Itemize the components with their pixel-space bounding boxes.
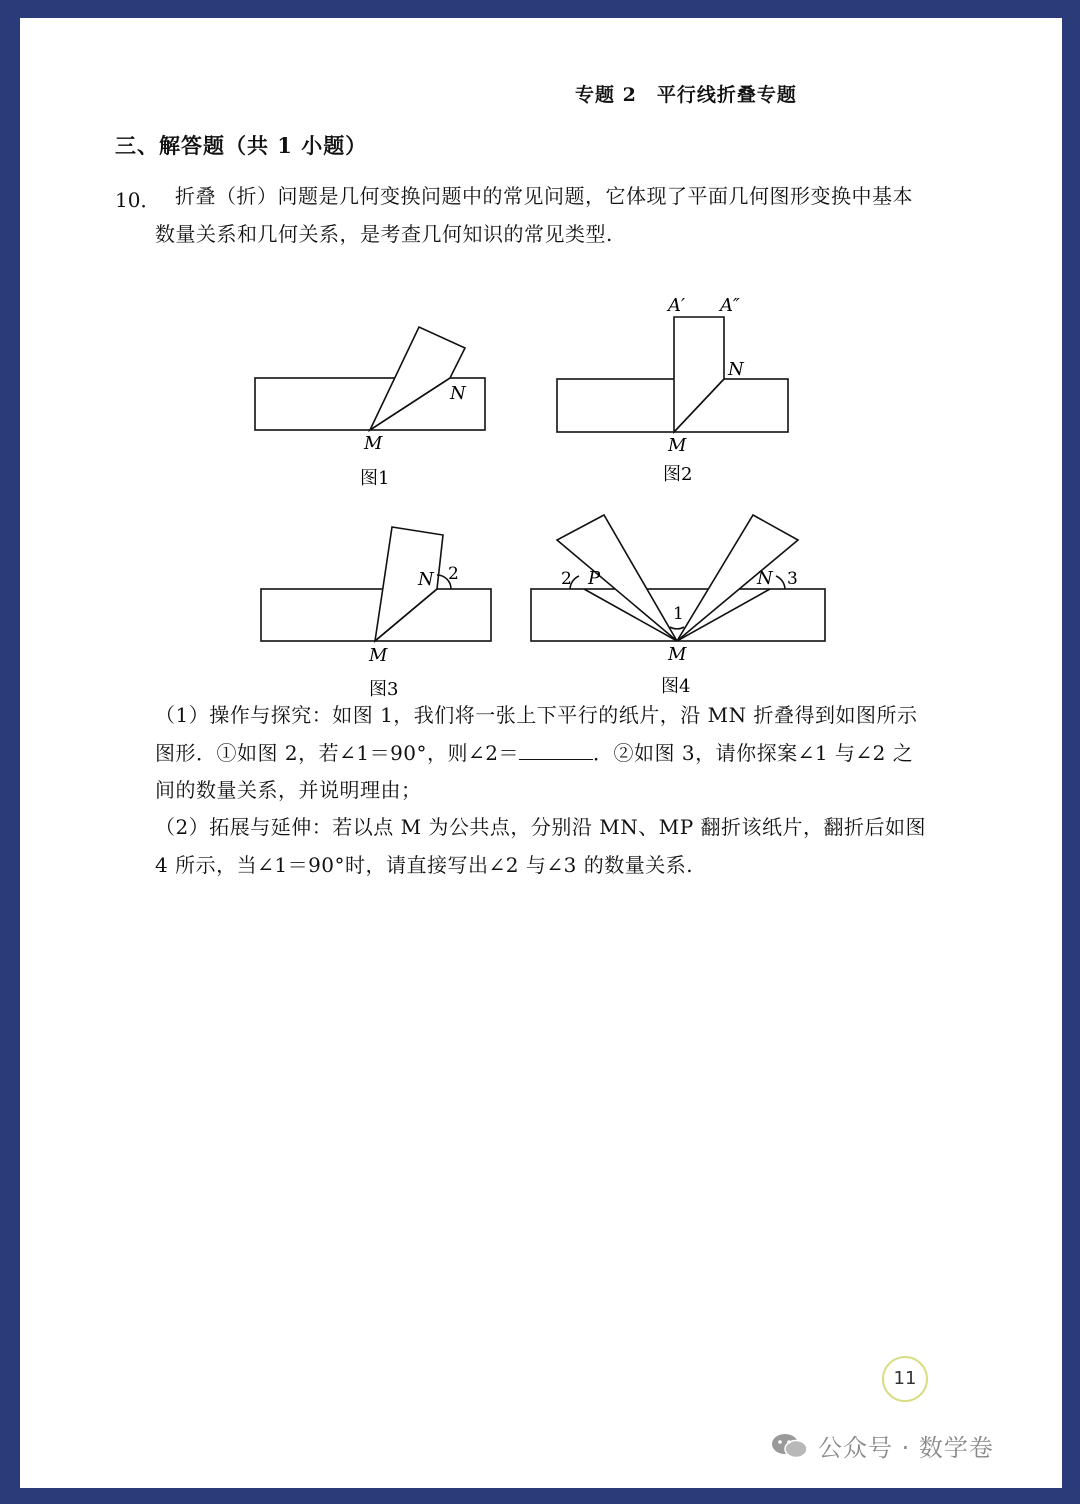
fig4-angle3-arc	[776, 576, 785, 589]
fig3-angle2-label: 2	[448, 564, 459, 584]
fig2-label-A-double-prime: A″	[720, 295, 740, 316]
fig2-strip	[557, 379, 788, 432]
fig4-angle1-arc	[670, 627, 684, 629]
fig2-label-A-prime: A′	[668, 295, 686, 316]
question-part1	[155, 697, 930, 810]
fig4-label-P: P	[588, 568, 601, 589]
page-number: 11	[882, 1356, 928, 1402]
watermark	[770, 1428, 994, 1463]
answer-blank	[519, 741, 593, 760]
wechat-icon	[770, 1432, 810, 1460]
part1-text-a: （1）操作与探究：如图 1，我们将一张上下平行的纸片，沿 MN 折叠得到如图所示图形．①如图 2，若∠1＝90°，则∠2＝	[155, 703, 918, 765]
fig4-label-M: M	[668, 644, 687, 665]
intro-text: 折叠（折）问题是几何变换问题中的常见问题，它体现了平面几何图形变换中基本数量关系和几何关系，是考查几何知识的常见类型.	[155, 184, 913, 246]
fig3-label-M: M	[369, 645, 388, 666]
fig3-label-N: N	[418, 569, 434, 590]
fig2-caption: 图2	[663, 464, 693, 485]
fig2-label-M: M	[668, 435, 687, 456]
fig2-folded-flap	[674, 317, 724, 432]
fig3-caption: 图3	[369, 679, 399, 700]
question-number: 10．	[115, 188, 161, 212]
page-header: 专题 2 平行线折叠专题	[575, 84, 797, 106]
fig1-label-N: N	[450, 383, 466, 404]
fig4-angle3-label: 3	[787, 569, 798, 589]
fig2-label-N: N	[728, 359, 744, 380]
section-title: 三、解答题（共 1 小题）	[115, 133, 368, 158]
fig1-label-M: M	[364, 433, 383, 454]
part1-text-b: ．②如图 3，请你探案∠1 与∠2 之间的数量关系，并说明理由；	[155, 740, 914, 802]
question-part2: （2）拓展与延伸：若以点 M 为公共点，分别沿 MN、MP 翻折该纸片，翻折后如图 4 所示，当∠1＝90°时，请直接写出∠2 与∠3 的数量关系.	[155, 815, 927, 877]
fig4-caption: 图4	[661, 676, 691, 697]
fig4-label-N: N	[757, 568, 773, 589]
watermark-text: 公众号 · 数学卷	[818, 1434, 994, 1462]
fig4-angle1-label: 1	[673, 604, 684, 624]
fig4-angle2-label: 2	[561, 569, 572, 589]
fig1-caption: 图1	[360, 468, 390, 489]
